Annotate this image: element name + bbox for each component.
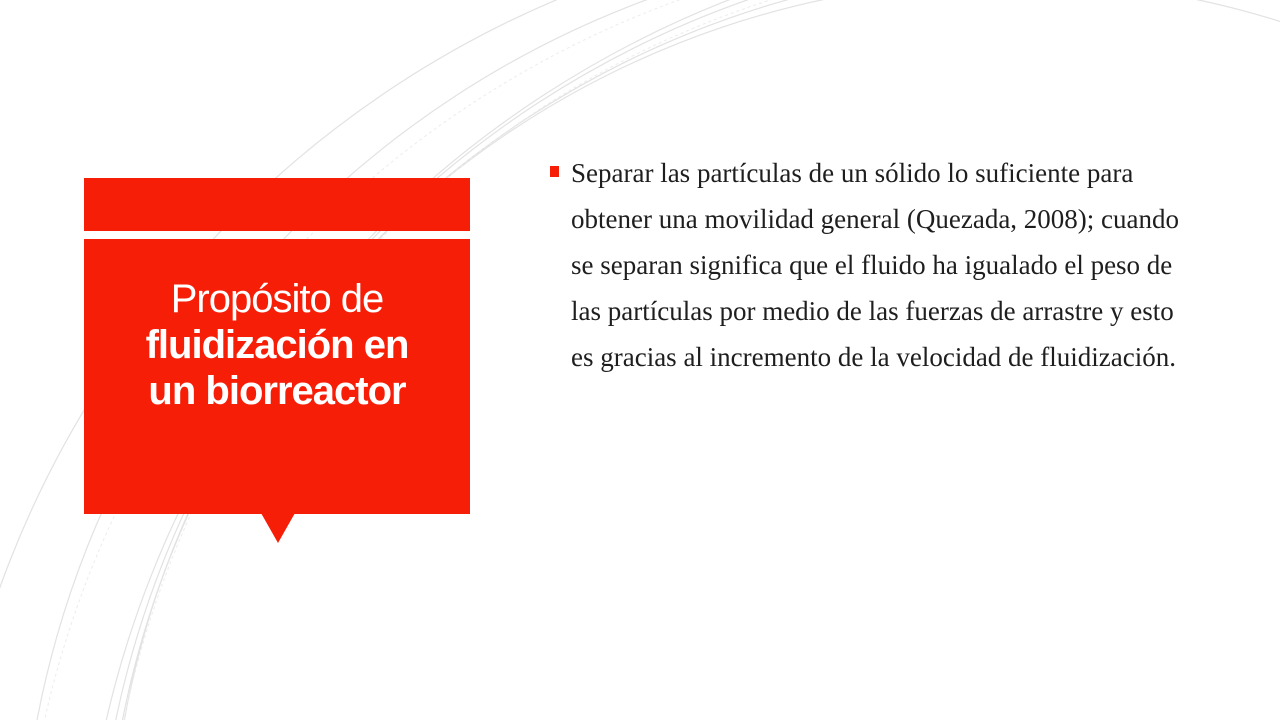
slide-title [96, 276, 458, 414]
title-line-3: un biorreactor [148, 369, 406, 413]
bullet-item [550, 150, 1190, 380]
bullet-text: Separar las partículas de un sólido lo suficiente para obtener una movilidad general (Quezada, 2008); cuando se separan significa que el fluido ha igualado el peso de las partículas por medio de las fuerzas de arrastre y esto es gracias al incremento de la velocidad de fluidización. [571, 158, 1180, 372]
title-box-pointer [261, 513, 295, 543]
title-line-2: fluidización en [145, 323, 409, 367]
accent-bar [84, 178, 470, 231]
square-bullet-icon [550, 166, 559, 177]
content-body [550, 150, 1190, 380]
title-line-1: Propósito de [170, 277, 384, 321]
